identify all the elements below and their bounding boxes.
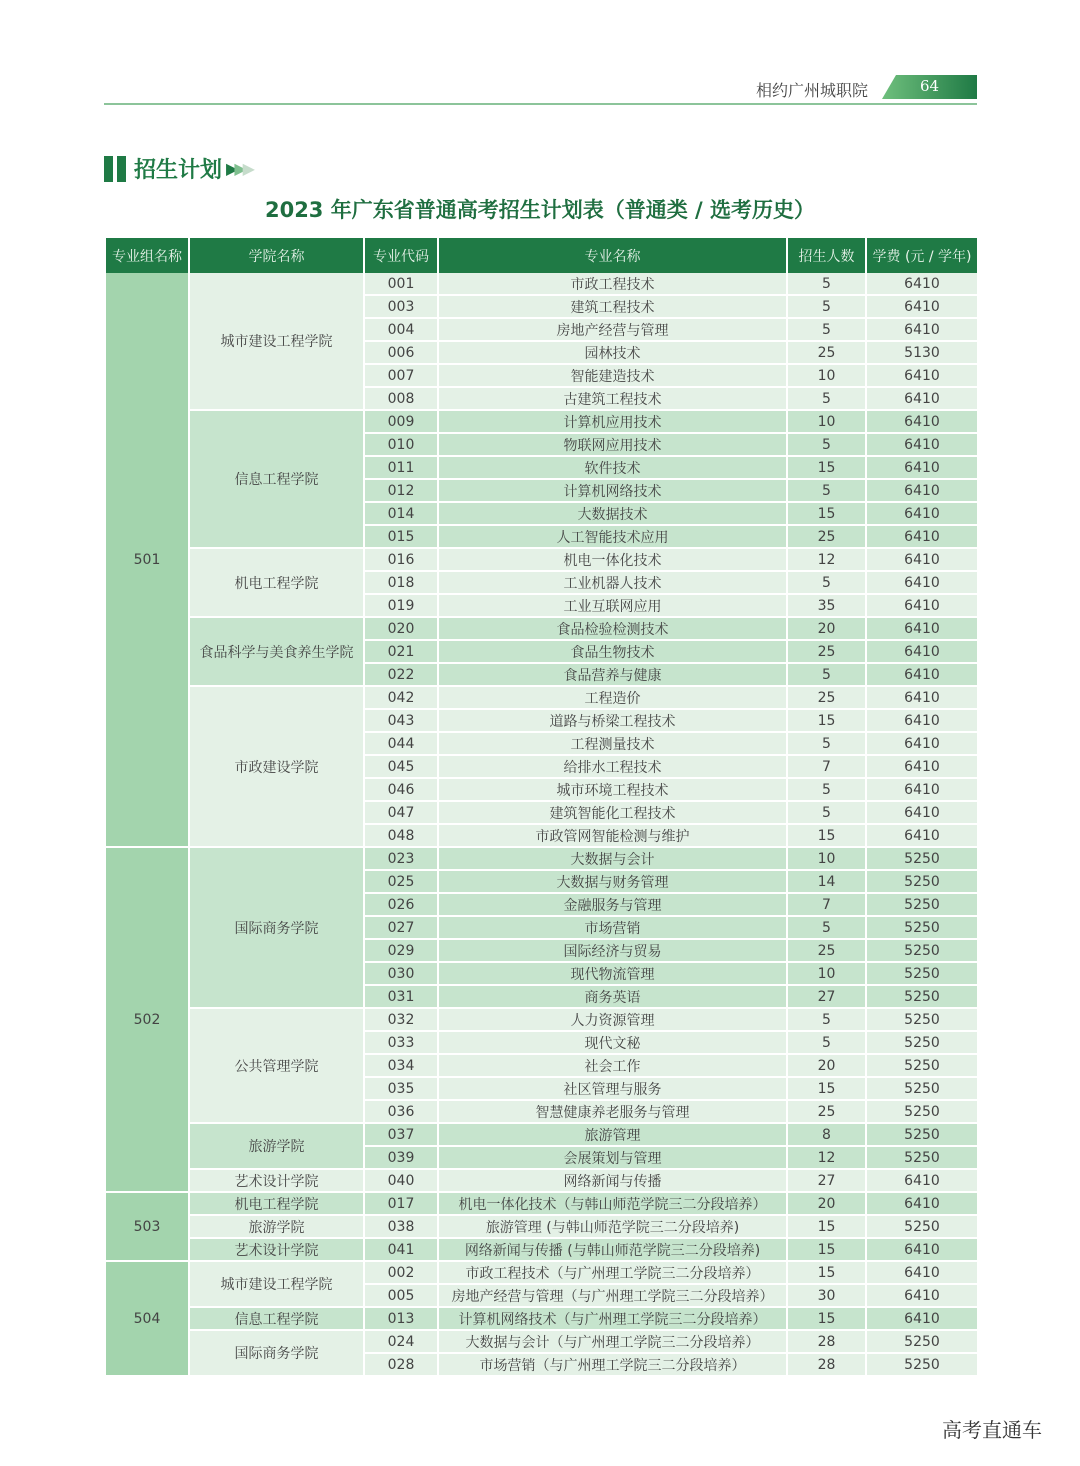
code-cell: 010	[364, 433, 438, 456]
table-row	[105, 686, 978, 709]
col-header: 专业代码	[364, 238, 438, 273]
page-number: 64	[920, 77, 940, 95]
triangle-arrows-icon: ▶▶▶	[226, 159, 251, 178]
code-cell: 014	[364, 502, 438, 525]
college-cell: 艺术设计学院	[189, 1238, 364, 1261]
quota-cell: 10	[787, 847, 866, 870]
tuition-cell: 6410	[866, 502, 978, 525]
major-cell: 软件技术	[438, 456, 787, 479]
tuition-cell: 6410	[866, 824, 978, 847]
major-cell: 智能建造技术	[438, 364, 787, 387]
table-row	[105, 1330, 978, 1353]
table-header-row	[105, 238, 978, 273]
code-cell: 033	[364, 1031, 438, 1054]
major-cell: 网络新闻与传播 (与韩山师范学院三二分段培养)	[438, 1238, 787, 1261]
quota-cell: 30	[787, 1284, 866, 1307]
tuition-cell: 5130	[866, 341, 978, 364]
college-cell: 旅游学院	[189, 1123, 364, 1169]
code-cell: 041	[364, 1238, 438, 1261]
quota-cell: 14	[787, 870, 866, 893]
quota-cell: 15	[787, 502, 866, 525]
college-cell: 艺术设计学院	[189, 1169, 364, 1192]
quota-cell: 15	[787, 709, 866, 732]
table-row	[105, 1008, 978, 1031]
major-cell: 机电一体化技术（与韩山师范学院三二分段培养）	[438, 1192, 787, 1215]
running-header: 相约广州城职院	[756, 81, 869, 100]
code-cell: 005	[364, 1284, 438, 1307]
major-cell: 会展策划与管理	[438, 1146, 787, 1169]
tuition-cell: 5250	[866, 1123, 978, 1146]
quota-cell: 5	[787, 801, 866, 824]
college-cell: 机电工程学院	[189, 1192, 364, 1215]
major-cell: 城市环境工程技术	[438, 778, 787, 801]
quota-cell: 15	[787, 1307, 866, 1330]
quota-cell: 15	[787, 1261, 866, 1284]
group-cell: 504	[105, 1261, 189, 1376]
code-cell: 022	[364, 663, 438, 686]
code-cell: 012	[364, 479, 438, 502]
table-row	[105, 847, 978, 870]
major-cell: 市场营销（与广州理工学院三二分段培养）	[438, 1353, 787, 1376]
major-cell: 现代文秘	[438, 1031, 787, 1054]
code-cell: 044	[364, 732, 438, 755]
table-row	[105, 273, 978, 295]
code-cell: 001	[364, 273, 438, 295]
tuition-cell: 6410	[866, 318, 978, 341]
code-cell: 037	[364, 1123, 438, 1146]
tuition-cell: 5250	[866, 1031, 978, 1054]
tuition-cell: 6410	[866, 801, 978, 824]
tuition-cell: 5250	[866, 893, 978, 916]
table-row	[105, 1169, 978, 1192]
college-cell: 市政建设学院	[189, 686, 364, 847]
group-cell: 501	[105, 273, 189, 847]
tuition-cell: 6410	[866, 387, 978, 410]
tuition-cell: 6410	[866, 1192, 978, 1215]
tuition-cell: 6410	[866, 433, 978, 456]
major-cell: 市政工程技术	[438, 273, 787, 295]
group-cell: 503	[105, 1192, 189, 1261]
major-cell: 食品营养与健康	[438, 663, 787, 686]
code-cell: 047	[364, 801, 438, 824]
tuition-cell: 6410	[866, 686, 978, 709]
quota-cell: 25	[787, 640, 866, 663]
code-cell: 025	[364, 870, 438, 893]
quota-cell: 20	[787, 1054, 866, 1077]
enrollment-table	[104, 238, 979, 1377]
college-cell: 国际商务学院	[189, 847, 364, 1008]
tuition-cell: 6410	[866, 1169, 978, 1192]
code-cell: 045	[364, 755, 438, 778]
header-divider	[104, 103, 977, 105]
tuition-cell: 5250	[866, 1077, 978, 1100]
tuition-cell: 6410	[866, 410, 978, 433]
code-cell: 031	[364, 985, 438, 1008]
tuition-cell: 6410	[866, 617, 978, 640]
quota-cell: 25	[787, 686, 866, 709]
quota-cell: 5	[787, 663, 866, 686]
quota-cell: 7	[787, 893, 866, 916]
code-cell: 024	[364, 1330, 438, 1353]
tuition-cell: 6410	[866, 479, 978, 502]
tuition-cell: 5250	[866, 1353, 978, 1376]
quota-cell: 35	[787, 594, 866, 617]
college-cell: 信息工程学院	[189, 1307, 364, 1330]
major-cell: 大数据与会计（与广州理工学院三二分段培养）	[438, 1330, 787, 1353]
major-cell: 工业机器人技术	[438, 571, 787, 594]
code-cell: 018	[364, 571, 438, 594]
code-cell: 021	[364, 640, 438, 663]
quota-cell: 25	[787, 341, 866, 364]
college-cell: 信息工程学院	[189, 410, 364, 548]
major-cell: 大数据与会计	[438, 847, 787, 870]
tuition-cell: 5250	[866, 847, 978, 870]
college-cell: 机电工程学院	[189, 548, 364, 617]
tuition-cell: 5250	[866, 870, 978, 893]
college-cell: 食品科学与美食养生学院	[189, 617, 364, 686]
col-header: 专业名称	[438, 238, 787, 273]
tuition-cell: 5250	[866, 1330, 978, 1353]
quota-cell: 10	[787, 364, 866, 387]
quota-cell: 27	[787, 985, 866, 1008]
quota-cell: 7	[787, 755, 866, 778]
code-cell: 038	[364, 1215, 438, 1238]
tuition-cell: 6410	[866, 456, 978, 479]
major-cell: 市政管网智能检测与维护	[438, 824, 787, 847]
tuition-cell: 6410	[866, 548, 978, 571]
quota-cell: 5	[787, 778, 866, 801]
quota-cell: 5	[787, 1008, 866, 1031]
major-cell: 大数据与财务管理	[438, 870, 787, 893]
group-cell: 502	[105, 847, 189, 1192]
major-cell: 房地产经营与管理	[438, 318, 787, 341]
tuition-cell: 6410	[866, 1238, 978, 1261]
tuition-cell: 5250	[866, 1054, 978, 1077]
quota-cell: 5	[787, 1031, 866, 1054]
code-cell: 048	[364, 824, 438, 847]
quota-cell: 5	[787, 273, 866, 295]
major-cell: 道路与桥梁工程技术	[438, 709, 787, 732]
table-row	[105, 548, 978, 571]
tuition-cell: 6410	[866, 273, 978, 295]
code-cell: 004	[364, 318, 438, 341]
watermark: 高考直通车	[942, 1418, 1042, 1442]
quota-cell: 27	[787, 1169, 866, 1192]
quota-cell: 5	[787, 732, 866, 755]
major-cell: 人工智能技术应用	[438, 525, 787, 548]
code-cell: 019	[364, 594, 438, 617]
major-cell: 机电一体化技术	[438, 548, 787, 571]
major-cell: 计算机网络技术	[438, 479, 787, 502]
tuition-cell: 5250	[866, 916, 978, 939]
quota-cell: 28	[787, 1330, 866, 1353]
major-cell: 社会工作	[438, 1054, 787, 1077]
major-cell: 给排水工程技术	[438, 755, 787, 778]
tuition-cell: 6410	[866, 571, 978, 594]
code-cell: 003	[364, 295, 438, 318]
major-cell: 市政工程技术（与广州理工学院三二分段培养）	[438, 1261, 787, 1284]
college-cell: 城市建设工程学院	[189, 1261, 364, 1307]
section-heading	[104, 153, 251, 184]
table-row	[105, 1215, 978, 1238]
code-cell: 029	[364, 939, 438, 962]
code-cell: 026	[364, 893, 438, 916]
code-cell: 028	[364, 1353, 438, 1376]
tuition-cell: 6410	[866, 364, 978, 387]
quota-cell: 25	[787, 525, 866, 548]
quota-cell: 15	[787, 1215, 866, 1238]
quota-cell: 12	[787, 548, 866, 571]
major-cell: 工程造价	[438, 686, 787, 709]
tuition-cell: 5250	[866, 985, 978, 1008]
tuition-cell: 5250	[866, 939, 978, 962]
tuition-cell: 5250	[866, 1100, 978, 1123]
tuition-cell: 6410	[866, 778, 978, 801]
tuition-cell: 6410	[866, 732, 978, 755]
quota-cell: 5	[787, 571, 866, 594]
major-cell: 市场营销	[438, 916, 787, 939]
section-title: 招生计划	[134, 158, 223, 183]
tuition-cell: 6410	[866, 1261, 978, 1284]
tuition-cell: 5250	[866, 962, 978, 985]
major-cell: 商务英语	[438, 985, 787, 1008]
quota-cell: 15	[787, 824, 866, 847]
major-cell: 房地产经营与管理（与广州理工学院三二分段培养）	[438, 1284, 787, 1307]
quota-cell: 15	[787, 1077, 866, 1100]
code-cell: 027	[364, 916, 438, 939]
tuition-cell: 6410	[866, 663, 978, 686]
table-row	[105, 617, 978, 640]
quota-cell: 20	[787, 617, 866, 640]
table-row	[105, 1123, 978, 1146]
quota-cell: 5	[787, 479, 866, 502]
college-cell: 城市建设工程学院	[189, 273, 364, 410]
quota-cell: 5	[787, 295, 866, 318]
code-cell: 043	[364, 709, 438, 732]
college-cell: 旅游学院	[189, 1215, 364, 1238]
major-cell: 大数据技术	[438, 502, 787, 525]
code-cell: 039	[364, 1146, 438, 1169]
tuition-cell: 6410	[866, 594, 978, 617]
code-cell: 034	[364, 1054, 438, 1077]
tuition-cell: 6410	[866, 709, 978, 732]
tuition-cell: 5250	[866, 1215, 978, 1238]
major-cell: 网络新闻与传播	[438, 1169, 787, 1192]
quota-cell: 12	[787, 1146, 866, 1169]
code-cell: 009	[364, 410, 438, 433]
tuition-cell: 5250	[866, 1146, 978, 1169]
tuition-cell: 6410	[866, 1284, 978, 1307]
major-cell: 智慧健康养老服务与管理	[438, 1100, 787, 1123]
major-cell: 食品生物技术	[438, 640, 787, 663]
code-cell: 017	[364, 1192, 438, 1215]
quota-cell: 10	[787, 410, 866, 433]
tuition-cell: 6410	[866, 640, 978, 663]
bar-icon	[104, 156, 113, 182]
major-cell: 旅游管理	[438, 1123, 787, 1146]
code-cell: 023	[364, 847, 438, 870]
code-cell: 046	[364, 778, 438, 801]
table-row	[105, 1307, 978, 1330]
quota-cell: 20	[787, 1192, 866, 1215]
major-cell: 园林技术	[438, 341, 787, 364]
major-cell: 食品检验检测技术	[438, 617, 787, 640]
major-cell: 人力资源管理	[438, 1008, 787, 1031]
tuition-cell: 6410	[866, 1307, 978, 1330]
table-row	[105, 1261, 978, 1284]
code-cell: 020	[364, 617, 438, 640]
major-cell: 计算机网络技术（与广州理工学院三二分段培养）	[438, 1307, 787, 1330]
code-cell: 002	[364, 1261, 438, 1284]
table-row	[105, 410, 978, 433]
major-cell: 物联网应用技术	[438, 433, 787, 456]
major-cell: 工业互联网应用	[438, 594, 787, 617]
college-cell: 国际商务学院	[189, 1330, 364, 1376]
major-cell: 计算机应用技术	[438, 410, 787, 433]
tuition-cell: 5250	[866, 1008, 978, 1031]
quota-cell: 10	[787, 962, 866, 985]
quota-cell: 5	[787, 433, 866, 456]
major-cell: 金融服务与管理	[438, 893, 787, 916]
major-cell: 旅游管理 (与韩山师范学院三二分段培养)	[438, 1215, 787, 1238]
col-header: 专业组名称	[105, 238, 189, 273]
code-cell: 007	[364, 364, 438, 387]
code-cell: 040	[364, 1169, 438, 1192]
code-cell: 013	[364, 1307, 438, 1330]
code-cell: 016	[364, 548, 438, 571]
quota-cell: 15	[787, 1238, 866, 1261]
col-header: 招生人数	[787, 238, 866, 273]
major-cell: 社区管理与服务	[438, 1077, 787, 1100]
code-cell: 008	[364, 387, 438, 410]
major-cell: 现代物流管理	[438, 962, 787, 985]
major-cell: 工程测量技术	[438, 732, 787, 755]
quota-cell: 8	[787, 1123, 866, 1146]
code-cell: 042	[364, 686, 438, 709]
table-row	[105, 1238, 978, 1261]
major-cell: 国际经济与贸易	[438, 939, 787, 962]
quota-cell: 5	[787, 916, 866, 939]
tuition-cell: 6410	[866, 295, 978, 318]
major-cell: 建筑智能化工程技术	[438, 801, 787, 824]
col-header: 学院名称	[189, 238, 364, 273]
quota-cell: 25	[787, 1100, 866, 1123]
major-cell: 古建筑工程技术	[438, 387, 787, 410]
code-cell: 032	[364, 1008, 438, 1031]
tuition-cell: 6410	[866, 755, 978, 778]
quota-cell: 5	[787, 318, 866, 341]
table-row	[105, 1192, 978, 1215]
quota-cell: 28	[787, 1353, 866, 1376]
code-cell: 006	[364, 341, 438, 364]
college-cell: 公共管理学院	[189, 1008, 364, 1123]
code-cell: 030	[364, 962, 438, 985]
quota-cell: 15	[787, 456, 866, 479]
code-cell: 036	[364, 1100, 438, 1123]
major-cell: 建筑工程技术	[438, 295, 787, 318]
code-cell: 011	[364, 456, 438, 479]
bar-icon	[117, 156, 126, 182]
tuition-cell: 6410	[866, 525, 978, 548]
col-header: 学费 (元 / 学年)	[866, 238, 978, 273]
quota-cell: 5	[787, 387, 866, 410]
quota-cell: 25	[787, 939, 866, 962]
code-cell: 015	[364, 525, 438, 548]
table-title: 2023 年广东省普通高考招生计划表（普通类 / 选考历史）	[264, 198, 816, 222]
code-cell: 035	[364, 1077, 438, 1100]
